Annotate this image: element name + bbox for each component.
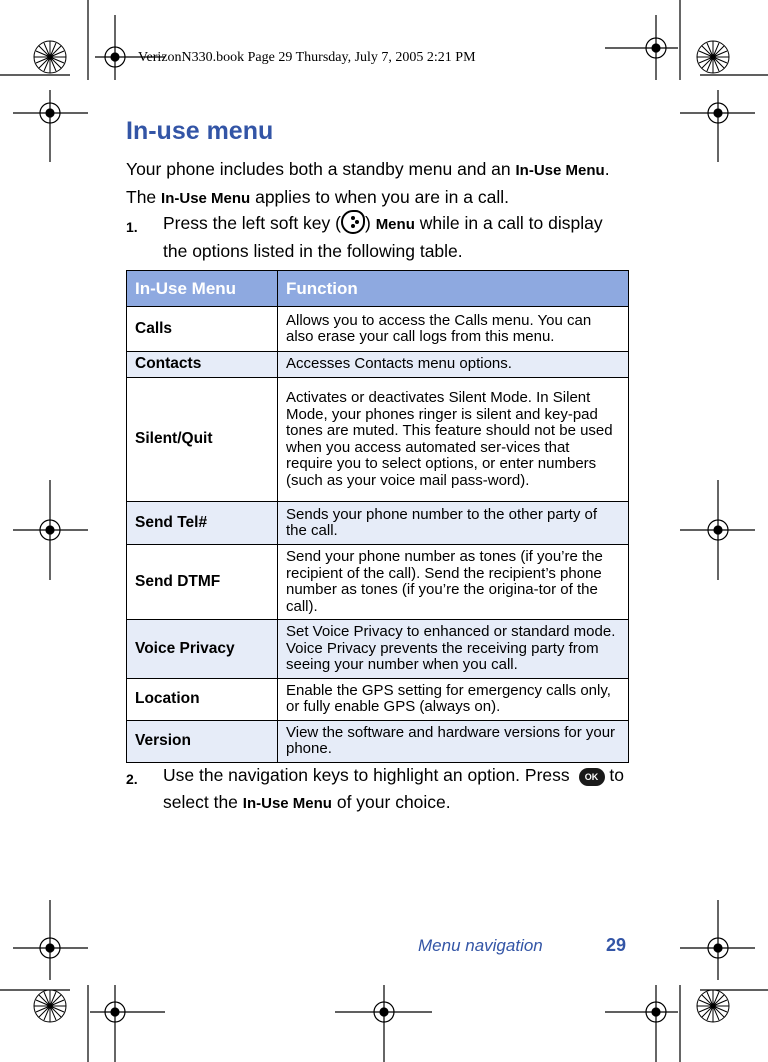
table-row xyxy=(127,378,629,502)
menu-option-name: Send DTMF xyxy=(127,545,278,620)
table-row xyxy=(127,352,629,378)
table-row xyxy=(127,545,629,620)
table-row xyxy=(127,502,629,545)
page-number: 29 xyxy=(606,935,627,955)
footer-section-name: Menu navigation xyxy=(418,936,543,955)
menu-option-function: Send your phone number as tones (if you’re the recipient of the call). Send the recipient’s phone number as tones (if you’re the origina-tor of the call). xyxy=(278,545,629,620)
menu-option-function: Enable the GPS setting for emergency calls only, or fully enable GPS (always on). xyxy=(278,678,629,720)
menu-option-function: Sends your phone number to the other party of the call. xyxy=(278,502,629,545)
table-row xyxy=(127,620,629,679)
step-number: 2. xyxy=(126,771,138,787)
menu-term: Menu xyxy=(375,216,415,233)
in-use-menu-table xyxy=(126,270,629,763)
menu-option-name: Contacts xyxy=(127,352,278,378)
print-header-note: VerizonN330.book Page 29 Thursday, July 7, 2005 2:21 PM xyxy=(138,50,476,65)
menu-option-function: Set Voice Privacy to enhanced or standard mode. Voice Privacy prevents the receiving party from seeing your number when you call. xyxy=(278,620,629,679)
step-1: 1. Press the left soft key ( ) Menu while in a call to display the options listed in the following table. xyxy=(126,210,631,265)
menu-option-function: View the software and hardware versions for your phone. xyxy=(278,720,629,762)
menu-option-function: Activates or deactivates Silent Mode. In Silent Mode, your phones ringer is silent and key-pad tones are muted. This feature should not be used when you access automated ser-vices that require you to select options, or enter numbers (such as your voice mail pass-word). xyxy=(278,378,629,502)
column-header-function: Function xyxy=(278,271,629,307)
step-number: 1. xyxy=(126,219,138,235)
column-header-menu: In-Use Menu xyxy=(127,271,278,307)
menu-option-function: Accesses Contacts menu options. xyxy=(278,352,629,378)
menu-option-name: Version xyxy=(127,720,278,762)
menu-option-name: Calls xyxy=(127,307,278,352)
table-row xyxy=(127,307,629,352)
intro-paragraph: Your phone includes both a standby menu and an In-Use Menu. The In-Use Menu applies to when you are in a call. xyxy=(126,159,610,207)
menu-option-name: Location xyxy=(127,678,278,720)
menu-option-function: Allows you to access the Calls menu. You can also erase your call logs from this menu. xyxy=(278,307,629,352)
page-title: In-use menu xyxy=(126,117,274,145)
ok-key-icon: OK xyxy=(579,768,605,786)
step-2: 2. Use the navigation keys to highlight an option. Press OK to select the In-Use Menu of your choice. xyxy=(126,765,624,812)
in-use-menu-term: In-Use Menu xyxy=(242,795,332,812)
menu-option-name: Send Tel# xyxy=(127,502,278,545)
left-soft-key-icon xyxy=(341,210,365,234)
in-use-menu-term: In-Use Menu xyxy=(515,162,605,179)
table-row xyxy=(127,678,629,720)
menu-option-name: Silent/Quit xyxy=(127,378,278,502)
table-row xyxy=(127,720,629,762)
menu-option-name: Voice Privacy xyxy=(127,620,278,679)
in-use-menu-term: In-Use Menu xyxy=(161,190,251,207)
